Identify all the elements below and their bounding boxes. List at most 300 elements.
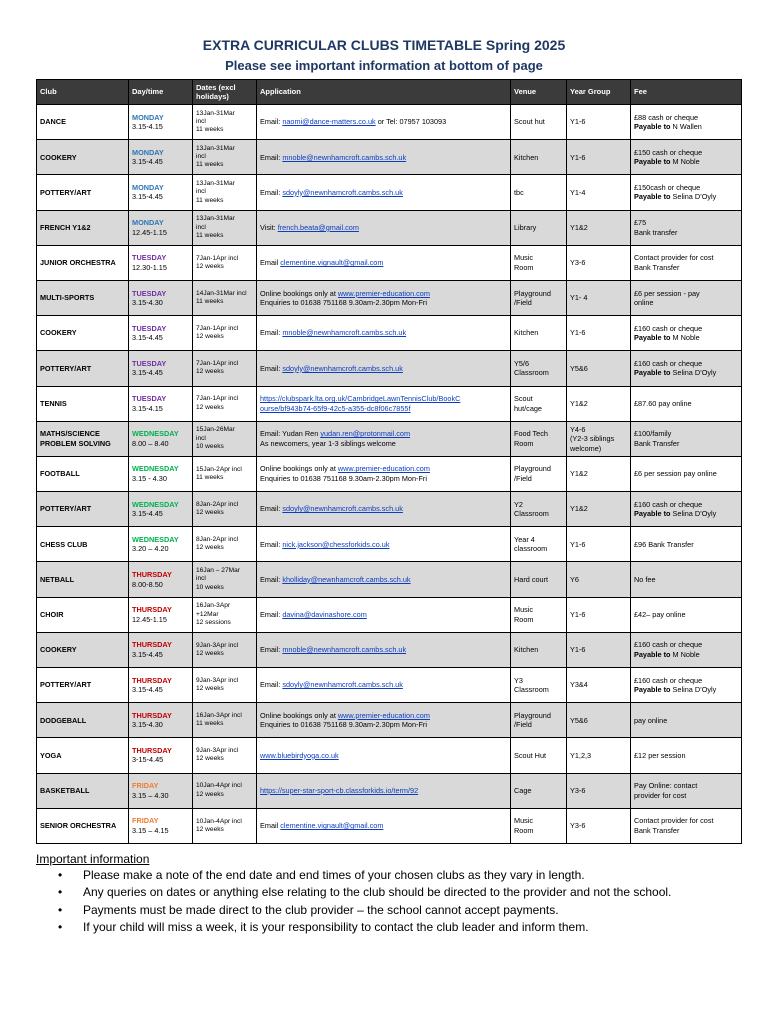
year-group-cell bbox=[567, 175, 631, 210]
text: £160 cash or cheque bbox=[634, 358, 703, 368]
bullet-icon: • bbox=[58, 885, 63, 900]
venue-line: Hard court bbox=[514, 574, 549, 584]
day-label: MONDAY bbox=[132, 182, 164, 192]
fee-cell bbox=[631, 492, 742, 527]
dates-line: incl bbox=[196, 153, 206, 161]
text-line bbox=[634, 192, 738, 202]
dates-line: incl bbox=[196, 188, 206, 196]
text-bold: Payable to bbox=[634, 509, 671, 519]
application-cell bbox=[257, 597, 511, 632]
application-cell bbox=[257, 386, 511, 421]
link[interactable]: mnoble@newnhamcroft.cambs.sch.uk bbox=[282, 152, 407, 162]
text: M Noble bbox=[670, 333, 700, 343]
text-line bbox=[634, 469, 738, 479]
application-cell bbox=[257, 140, 511, 175]
day-time-cell bbox=[129, 140, 193, 175]
dates-line: 11 weeks bbox=[196, 196, 224, 204]
fee-cell bbox=[631, 773, 742, 808]
club-name: YOGA bbox=[37, 738, 129, 773]
dates-line: 9Jan-3Apr incl bbox=[196, 747, 239, 755]
fee-cell bbox=[631, 703, 742, 738]
dates-cell bbox=[193, 316, 257, 351]
info-item bbox=[36, 919, 736, 936]
fee-cell bbox=[631, 632, 742, 667]
venue-cell bbox=[511, 527, 567, 562]
dates-line: 12 weeks bbox=[196, 333, 224, 341]
venue-line: /Field bbox=[514, 298, 532, 308]
table-row bbox=[37, 562, 742, 597]
fee-cell bbox=[631, 316, 742, 351]
link[interactable]: davina@davinashore.com bbox=[282, 609, 367, 619]
text: £100/family bbox=[634, 429, 672, 439]
dates-line: incl bbox=[196, 575, 206, 583]
venue-line: Classroom bbox=[514, 509, 549, 519]
text-line bbox=[634, 816, 738, 826]
year-group-line: Y5&6 bbox=[570, 363, 588, 373]
text-line bbox=[634, 429, 738, 439]
fee-cell bbox=[631, 808, 742, 843]
text: £6 per session pay online bbox=[634, 469, 717, 479]
venue-cell bbox=[511, 210, 567, 245]
day-time-cell bbox=[129, 245, 193, 280]
info-text: Please make a note of the end date and end times of your chosen clubs as they vary in length. bbox=[83, 868, 585, 882]
club-name: POTTERY/ART bbox=[37, 668, 129, 703]
day-time-cell bbox=[129, 527, 193, 562]
fee-cell bbox=[631, 597, 742, 632]
text-line bbox=[634, 148, 738, 158]
table-row bbox=[37, 808, 742, 843]
text: Bank Transfer bbox=[634, 825, 680, 835]
dates-line: 11 weeks bbox=[196, 161, 224, 169]
day-label: MONDAY bbox=[132, 147, 164, 157]
text-line bbox=[260, 439, 507, 449]
text: Email: bbox=[260, 574, 283, 584]
application-cell bbox=[257, 421, 511, 456]
text: Email: bbox=[260, 363, 283, 373]
fee-cell bbox=[631, 386, 742, 421]
year-group-line: Y1&2 bbox=[570, 222, 588, 232]
year-group-cell bbox=[567, 456, 631, 491]
text: M Noble bbox=[670, 649, 700, 659]
venue-line: Y5/6 bbox=[514, 358, 530, 368]
table-row bbox=[37, 175, 742, 210]
venue-cell bbox=[511, 597, 567, 632]
link[interactable]: nick.jackson@chessforkids.co.uk bbox=[282, 539, 390, 549]
text-line bbox=[634, 183, 738, 193]
link[interactable]: sdoyly@newnhamcroft.cambs.sch.uk bbox=[282, 680, 403, 690]
year-group-line: Y3-6 bbox=[570, 785, 586, 795]
dates-line: 12 weeks bbox=[196, 755, 224, 763]
time-label: 3.15-4.45 bbox=[132, 333, 163, 343]
dates-cell bbox=[193, 245, 257, 280]
dates-line: 11 weeks bbox=[196, 298, 224, 306]
text: £6 per session - pay bbox=[634, 288, 700, 298]
club-name: POTTERY/ART bbox=[37, 175, 129, 210]
table-row bbox=[37, 456, 742, 491]
link[interactable]: clementine.vignault@gmail.com bbox=[280, 821, 384, 831]
time-label: 3.15-4.30 bbox=[132, 298, 163, 308]
day-time-cell bbox=[129, 316, 193, 351]
time-label: 3.15-4.30 bbox=[132, 720, 163, 730]
info-item bbox=[36, 884, 736, 901]
year-group-cell bbox=[567, 632, 631, 667]
text-line bbox=[634, 540, 738, 550]
dates-line: 7Jan-1Apr incl bbox=[196, 395, 239, 403]
day-time-cell bbox=[129, 105, 193, 140]
link[interactable]: french.beata@gmail.com bbox=[277, 222, 359, 232]
text-line bbox=[634, 439, 738, 449]
dates-cell bbox=[193, 421, 257, 456]
text-line bbox=[260, 786, 507, 796]
text-line bbox=[634, 509, 738, 519]
club-name: FOOTBALL bbox=[37, 456, 129, 491]
dates-cell bbox=[193, 527, 257, 562]
year-group-line: Y1-4 bbox=[570, 187, 586, 197]
text-line bbox=[634, 113, 738, 123]
link[interactable]: www.premier-education.com bbox=[337, 710, 430, 720]
text: or Tel: 07957 103093 bbox=[375, 117, 447, 127]
dates-cell bbox=[193, 668, 257, 703]
application-cell bbox=[257, 668, 511, 703]
year-group-cell bbox=[567, 738, 631, 773]
time-label: 3.15-4.15 bbox=[132, 403, 163, 413]
text-line bbox=[260, 610, 507, 620]
table-header bbox=[37, 80, 742, 105]
dates-line: 12 weeks bbox=[196, 403, 224, 411]
text-line bbox=[634, 122, 738, 132]
link[interactable]: kholliday@newnhamcroft.cambs.sch.uk bbox=[282, 574, 411, 584]
venue-cell bbox=[511, 105, 567, 140]
day-time-cell bbox=[129, 632, 193, 667]
venue-cell bbox=[511, 140, 567, 175]
day-label: THURSDAY bbox=[132, 710, 172, 720]
header-day-time: Day/time bbox=[129, 80, 193, 105]
application-cell bbox=[257, 456, 511, 491]
link[interactable]: mnoble@newnhamcroft.cambs.sch.uk bbox=[282, 328, 407, 338]
dates-line: incl bbox=[196, 434, 206, 442]
clubs-timetable bbox=[36, 79, 742, 844]
fee-cell bbox=[631, 105, 742, 140]
venue-cell bbox=[511, 738, 567, 773]
dates-line: 7Jan-1Apr incl bbox=[196, 325, 239, 333]
club-name: BASKETBALL bbox=[37, 773, 129, 808]
link[interactable]: sdoyly@newnhamcroft.cambs.sch.uk bbox=[282, 363, 403, 373]
application-cell bbox=[257, 351, 511, 386]
text: provider for cost bbox=[634, 790, 687, 800]
dates-line: 8Jan-2Apr incl bbox=[196, 500, 239, 508]
link[interactable]: yudan.ren@protonmail.com bbox=[320, 429, 411, 439]
text-line bbox=[260, 821, 507, 831]
text-line bbox=[634, 676, 738, 686]
text: £150cash or cheque bbox=[634, 182, 701, 192]
day-label: THURSDAY bbox=[132, 675, 172, 685]
venue-cell bbox=[511, 280, 567, 315]
year-group-line: welcome) bbox=[570, 443, 602, 453]
venue-cell bbox=[511, 808, 567, 843]
club-name: DANCE bbox=[37, 105, 129, 140]
club-name: COOKERY bbox=[37, 632, 129, 667]
venue-line: Scout hut bbox=[514, 117, 545, 127]
text: Online bookings only at bbox=[260, 710, 338, 720]
dates-line: 15Jan-2Apr incl bbox=[196, 465, 242, 473]
header-venue: Venue bbox=[511, 80, 567, 105]
club-name: DODGEBALL bbox=[37, 703, 129, 738]
year-group-line: Y1- 4 bbox=[570, 293, 588, 303]
fee-cell bbox=[631, 351, 742, 386]
venue-line: Playground bbox=[514, 288, 551, 298]
dates-line: 12 weeks bbox=[196, 544, 224, 552]
year-group-line: Y3&4 bbox=[570, 680, 588, 690]
link[interactable]: www.bluebirdyoga.co.uk bbox=[260, 750, 339, 760]
text-line bbox=[260, 711, 507, 721]
time-label: 3.15-4.45 bbox=[132, 685, 163, 695]
venue-cell bbox=[511, 562, 567, 597]
text-line bbox=[260, 575, 507, 585]
dates-line: 10Jan-4Apr incl bbox=[196, 817, 242, 825]
table-row bbox=[37, 738, 742, 773]
venue-line: Year 4 bbox=[514, 534, 535, 544]
text: No fee bbox=[634, 574, 656, 584]
dates-line: 7Jan-1Apr incl bbox=[196, 360, 239, 368]
year-group-line: Y6 bbox=[570, 574, 579, 584]
text-bold: Payable to bbox=[634, 157, 671, 167]
day-label: THURSDAY bbox=[132, 745, 172, 755]
link[interactable]: clementine.vignault@gmail.com bbox=[280, 258, 384, 268]
table-row bbox=[37, 773, 742, 808]
link[interactable]: www.premier-education.com bbox=[337, 288, 430, 298]
club-name: POTTERY/ART bbox=[37, 351, 129, 386]
text: Bank transfer bbox=[634, 227, 678, 237]
venue-cell bbox=[511, 386, 567, 421]
text-line bbox=[260, 540, 507, 550]
year-group-cell bbox=[567, 210, 631, 245]
fee-cell bbox=[631, 175, 742, 210]
dates-line: 7Jan-1Apr incl bbox=[196, 254, 239, 262]
text-line bbox=[634, 500, 738, 510]
dates-line: 12 sessions bbox=[196, 618, 231, 626]
year-group-line: Y3-6 bbox=[570, 258, 586, 268]
dates-cell bbox=[193, 175, 257, 210]
table-row bbox=[37, 105, 742, 140]
dates-cell bbox=[193, 105, 257, 140]
day-time-cell bbox=[129, 456, 193, 491]
venue-line: /Field bbox=[514, 720, 532, 730]
day-label: WEDNESDAY bbox=[132, 464, 179, 474]
link[interactable]: www.premier-education.com bbox=[337, 464, 430, 474]
text: £12 per session bbox=[634, 750, 686, 760]
time-label: 3.15-4.45 bbox=[132, 157, 163, 167]
table-row bbox=[37, 386, 742, 421]
text-line bbox=[260, 289, 507, 299]
link[interactable]: mnoble@newnhamcroft.cambs.sch.uk bbox=[282, 645, 407, 655]
text-line bbox=[260, 474, 507, 484]
important-heading: Important information bbox=[36, 852, 150, 866]
text: £75 bbox=[634, 218, 647, 228]
link[interactable]: https://super-star-sport-cb.classforkids.io/term/92 bbox=[260, 785, 419, 795]
link[interactable]: naomi@dance-matters.co.uk bbox=[282, 117, 376, 127]
year-group-line: Y1-6 bbox=[570, 539, 586, 549]
venue-line: Scout Hut bbox=[514, 750, 547, 760]
dates-cell bbox=[193, 562, 257, 597]
text-bold: Payable to bbox=[634, 649, 671, 659]
dates-line: 13Jan-31Mar bbox=[196, 109, 235, 117]
text-line bbox=[634, 253, 738, 263]
text: Email: bbox=[260, 539, 283, 549]
day-time-cell bbox=[129, 562, 193, 597]
club-name: TENNIS bbox=[37, 386, 129, 421]
year-group-line: Y1&2 bbox=[570, 398, 588, 408]
text: £42– pay online bbox=[634, 609, 686, 619]
year-group-cell bbox=[567, 351, 631, 386]
year-group-line: Y1,2,3 bbox=[570, 750, 592, 760]
text: N Wallen bbox=[670, 122, 702, 132]
text: Email: bbox=[260, 609, 283, 619]
year-group-line: Y4-6 bbox=[570, 424, 586, 434]
text: £96 Bank Transfer bbox=[634, 539, 694, 549]
text-line bbox=[634, 826, 738, 836]
table-row bbox=[37, 597, 742, 632]
dates-line: 12 weeks bbox=[196, 509, 224, 517]
application-cell bbox=[257, 738, 511, 773]
year-group-cell bbox=[567, 140, 631, 175]
venue-cell bbox=[511, 492, 567, 527]
venue-line: hut/cage bbox=[514, 403, 542, 413]
year-group-cell bbox=[567, 245, 631, 280]
year-group-line: Y1-6 bbox=[570, 117, 586, 127]
dates-cell bbox=[193, 632, 257, 667]
club-name: CHESS CLUB bbox=[37, 527, 129, 562]
dates-line: 12 weeks bbox=[196, 649, 224, 657]
year-group-line: Y5&6 bbox=[570, 715, 588, 725]
dates-cell bbox=[193, 280, 257, 315]
time-label: 3.15-4.45 bbox=[132, 649, 163, 659]
bullet-icon: • bbox=[58, 902, 63, 917]
venue-line: /Field bbox=[514, 473, 532, 483]
day-label: TUESDAY bbox=[132, 323, 167, 333]
application-cell bbox=[257, 632, 511, 667]
dates-line: 10Jan-4Apr incl bbox=[196, 782, 242, 790]
table-row bbox=[37, 703, 742, 738]
application-cell bbox=[257, 175, 511, 210]
club-name: FRENCH Y1&2 bbox=[37, 210, 129, 245]
year-group-cell bbox=[567, 386, 631, 421]
fee-cell bbox=[631, 738, 742, 773]
venue-line: Room bbox=[514, 438, 534, 448]
fee-cell bbox=[631, 245, 742, 280]
venue-line: Food Tech bbox=[514, 429, 548, 439]
club-name: COOKERY bbox=[37, 316, 129, 351]
text: Email: bbox=[260, 680, 283, 690]
text: Selina D’Oyly bbox=[670, 509, 717, 519]
dates-cell bbox=[193, 773, 257, 808]
text-line bbox=[260, 298, 507, 308]
day-label: WEDNESDAY bbox=[132, 534, 179, 544]
text: Pay Online: contact bbox=[634, 781, 698, 791]
venue-line: Library bbox=[514, 222, 537, 232]
dates-line: 12 weeks bbox=[196, 790, 224, 798]
day-time-cell bbox=[129, 351, 193, 386]
venue-line: Music bbox=[514, 816, 534, 826]
dates-line: 8Jan-2Apr incl bbox=[196, 536, 239, 544]
text: Selina D’Oyly bbox=[670, 368, 717, 378]
dates-line: 11 weeks bbox=[196, 126, 224, 134]
text-line bbox=[634, 218, 738, 228]
day-label: MONDAY bbox=[132, 112, 164, 122]
text: Enquiries to 01638 751168 9.30am-2.30pm Mon-Fri bbox=[260, 720, 427, 730]
text-bold: Payable to bbox=[634, 122, 671, 132]
venue-cell bbox=[511, 632, 567, 667]
text: Email: bbox=[260, 152, 283, 162]
dates-cell bbox=[193, 456, 257, 491]
text-line bbox=[260, 258, 507, 268]
text-line bbox=[634, 289, 738, 299]
header-fee: Fee bbox=[631, 80, 742, 105]
fee-cell bbox=[631, 562, 742, 597]
time-label: 8.00-8.50 bbox=[132, 579, 163, 589]
text: Email: Yudan Ren bbox=[260, 429, 321, 439]
text-line bbox=[634, 333, 738, 343]
venue-cell bbox=[511, 773, 567, 808]
venue-line: Scout bbox=[514, 394, 533, 404]
dates-cell bbox=[193, 386, 257, 421]
time-label: 3.15 – 4.30 bbox=[132, 790, 169, 800]
table-row bbox=[37, 140, 742, 175]
time-label: 3.15 - 4.30 bbox=[132, 473, 167, 483]
link[interactable]: ourse/bf943b74-65f9-42c5-a355-dc8f06c7855f bbox=[260, 403, 411, 413]
text: Bank Transfer bbox=[634, 262, 680, 272]
dates-cell bbox=[193, 210, 257, 245]
year-group-line: Y3-6 bbox=[570, 821, 586, 831]
bullet-icon: • bbox=[58, 920, 63, 935]
year-group-cell bbox=[567, 703, 631, 738]
day-label: THURSDAY bbox=[132, 605, 172, 615]
venue-cell bbox=[511, 316, 567, 351]
day-time-cell bbox=[129, 703, 193, 738]
text-line bbox=[634, 368, 738, 378]
table-row bbox=[37, 316, 742, 351]
link[interactable]: https://clubspark.lta.org.uk/CambridgeLawnTennisClub/BookC bbox=[260, 394, 461, 404]
time-label: 3.15-4.45 bbox=[132, 509, 163, 519]
header-dates: Dates (excl holidays) bbox=[193, 80, 257, 105]
text: Selina D’Oyly bbox=[670, 685, 717, 695]
dates-line: 13Jan-31Mar bbox=[196, 180, 235, 188]
text-line bbox=[634, 640, 738, 650]
link[interactable]: sdoyly@newnhamcroft.cambs.sch.uk bbox=[282, 504, 403, 514]
text: Selina D’Oyly bbox=[670, 192, 717, 202]
info-item bbox=[36, 902, 736, 919]
club-name: SENIOR ORCHESTRA bbox=[37, 808, 129, 843]
fee-cell bbox=[631, 668, 742, 703]
dates-line: 11 weeks bbox=[196, 473, 224, 481]
venue-cell bbox=[511, 456, 567, 491]
dates-line: 11 weeks bbox=[196, 720, 224, 728]
dates-line: 9Jan-3Apr incl bbox=[196, 676, 239, 684]
day-time-cell bbox=[129, 492, 193, 527]
text-bold: Payable to bbox=[634, 333, 671, 343]
day-label: THURSDAY bbox=[132, 570, 172, 580]
table-row bbox=[37, 210, 742, 245]
year-group-line: Y1&2 bbox=[570, 504, 588, 514]
text: Contact provider for cost bbox=[634, 816, 714, 826]
day-label: TUESDAY bbox=[132, 288, 167, 298]
text: M Noble bbox=[670, 157, 700, 167]
venue-line: Playground bbox=[514, 464, 551, 474]
day-label: FRIDAY bbox=[132, 781, 159, 791]
year-group-cell bbox=[567, 492, 631, 527]
day-time-cell bbox=[129, 175, 193, 210]
day-time-cell bbox=[129, 386, 193, 421]
link[interactable]: sdoyly@newnhamcroft.cambs.sch.uk bbox=[282, 187, 403, 197]
